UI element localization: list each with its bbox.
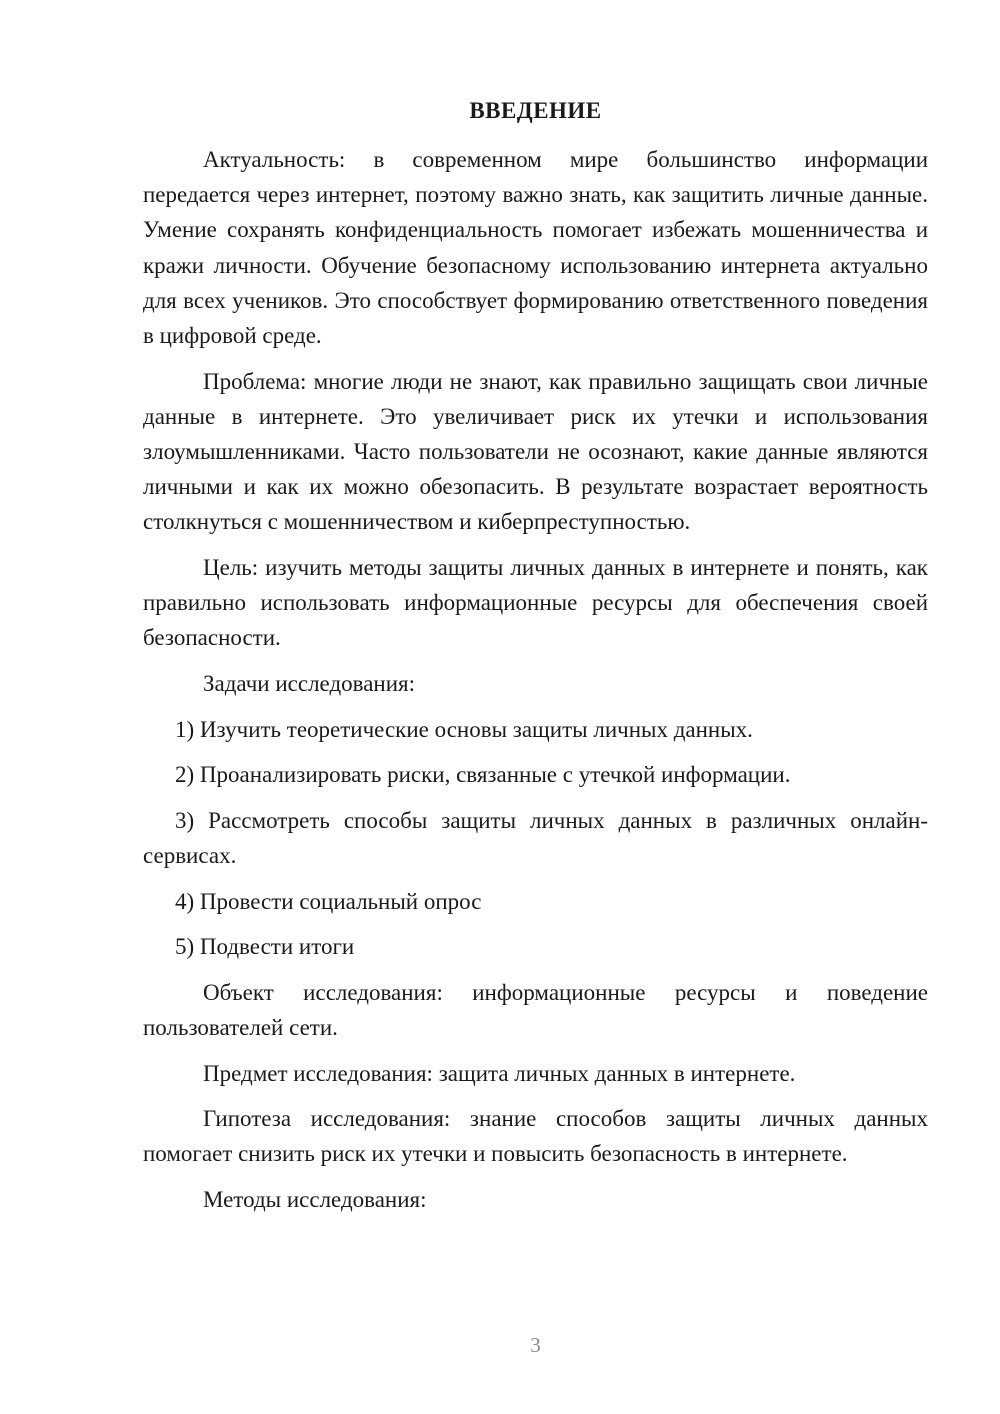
task-item-1: 1) Изучить теоретические основы защиты личных данных. [175,716,753,742]
task-item-2: 2) Проанализировать риски, связанные с утечкой информации. [175,762,791,788]
object-paragraph: Объект исследования: информационные ресурсы и поведение пользователей сети. [143,979,928,1040]
page-number: 3 [530,1333,541,1357]
hypothesis-paragraph: Гипотеза исследования: знание способов защиты личных данных помогает снизить риск их утечки и повысить безопасность в интернете. [143,1106,928,1167]
tasks-heading: Задачи исследования: [203,671,416,697]
relevance-paragraph: Актуальность: в современном мире большинство информации передается через интернет, поэтому важно знать, как защитить личные данные. Умение сохранять конфиденциальность помогает избежать мошенничества и кражи личности. Обучение безопасному использованию интернета актуально для всех учеников. Это способствует формированию ответственного поведения в цифровой среде. [143,147,928,349]
document-body [143,142,928,1228]
methods-heading: Методы исследования: [203,1186,427,1212]
problem-paragraph: Проблема: многие люди не знают, как правильно защищать свои личные данные в интернете. Это увеличивает риск их утечки и использования злоумышленниками. Часто пользователи не осознают, какие данные являются личными и как их можно обезопасить. В результате возрастает вероятность столкнуться с мошенничеством и киберпреступностью. [143,368,928,535]
section-heading: ВВЕДЕНИЕ [469,98,602,123]
task-item-3: 3) Рассмотреть способы защиты личных данных в различных онлайн-сервисах. [143,807,928,868]
document-page [143,0,928,1414]
task-item-4: 4) Провести социальный опрос [175,888,482,914]
task-item-5: 5) Подвести итоги [175,934,355,960]
goal-paragraph: Цель: изучить методы защиты личных данных в интернете и понять, как правильно использовать информационные ресурсы для обеспечения своей безопасности. [143,555,928,651]
subject-paragraph: Предмет исследования: защита личных данных в интернете. [203,1060,796,1086]
